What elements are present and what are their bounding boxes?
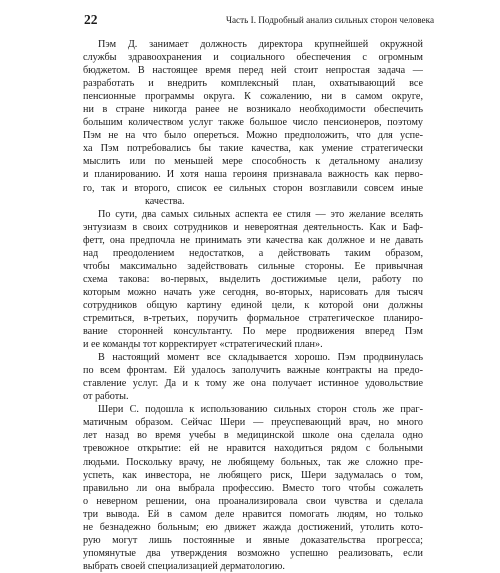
paragraph (83, 351, 423, 403)
text-line: рую могут лишь постоянные и явные доказательства прогресса; (83, 534, 423, 546)
text-line: о неверном решении, она проанализировала свои чувства и сделала (83, 495, 423, 507)
page-header (84, 12, 435, 28)
text-line: стремиться, в-третьих, поручить формальное стратегическое планиро- (83, 312, 423, 324)
text-line: вание сторонней консультанту. По мере продвижения вперед Пэм (83, 326, 423, 338)
paragraph (83, 38, 423, 208)
text-line: чтобы максимально задействовать сильные стороны. Ее привычная (83, 260, 423, 272)
text-line: и ее команды тот корректирует «стратегический план». (83, 339, 323, 351)
text-line: схема такова: во-первых, выделить достижимые цели, работу по (83, 273, 423, 285)
text-line: Шери С. подошла к использованию сильных сторон столь же праг- (98, 404, 423, 416)
text-line: большим количеством услуг также большое число пенсионеров, поэтому (83, 117, 423, 129)
text-line: Пэм не на что было опереться. Можно предположить, что для успе- (83, 130, 423, 142)
text-line: и планированию. И хотя наша героиня признавала важность как перво- (83, 169, 423, 181)
text-line: Пэм Д. занимает должность директора крупнейшей окружной (98, 39, 423, 50)
paragraph (83, 403, 423, 573)
text-line: службы здравоохранения и социального обеспечения с огромным (83, 52, 423, 64)
text-line: успеть, как инвестора, не любящего риск, Шери задумалась о том, (83, 469, 423, 481)
text-line: матичным образом. Сейчас Шери — преуспевающий врач, но много (83, 417, 423, 429)
text-line: которым можно начать уже сегодня, во-вторых, нарисовать для тысяч (83, 286, 423, 298)
body-text (83, 38, 423, 573)
text-line: над преодолением недостатков, а действовать таким образом, (83, 247, 423, 259)
text-line: не безнадежно больным; ею движет жажда достижений, утолить кото- (83, 521, 423, 533)
paragraph (83, 208, 423, 352)
text-line: по всем фронтам. Ей удалось заполучить важные контракты на предо- (83, 365, 423, 377)
text-line: го, так и второго, список ее сильных сторон возглавили совсем иные (83, 182, 423, 194)
text-line: лет назад во время учебы в медицинской школе она сделала одно (83, 430, 423, 442)
text-line: мыслить или по меньшей мере способность к детальному анализу (83, 156, 423, 168)
text-line: сотрудников общую картину единой цели, к которой они должны (83, 299, 423, 311)
text-line: фетт, она предпочла не принимать эти качества как должное и не давать (83, 234, 423, 246)
text-line: упомянутые два утверждения возможно успешно реализовать, если (83, 547, 423, 559)
text-line: правильно ли она выбрала профессию. Вместо того чтобы сожалеть (83, 482, 423, 494)
text-line: бюджетом. В настоящее время перед ней стоит непростая задача — (83, 65, 423, 77)
text-line: По сути, два самых сильных аспекта ее стиля — это желание вселять (98, 208, 423, 220)
text-line: выбрать своей специализацией дерматологию. (83, 560, 285, 572)
text-line: три вывода. Ей в самом деле нравится помогать людям, но только (83, 508, 423, 520)
text-line: ни в стране никогда ранее не возникало необходимости обеспечить (83, 104, 423, 116)
text-line: разработать и внедрить комплексный план, охватывающий все (83, 78, 423, 90)
page-number: 22 (84, 12, 98, 27)
text-line: от работы. (83, 391, 129, 403)
text-line: качества. (145, 195, 185, 207)
text-line: людьми. Поскольку врачу, не любящему больных, так же сложно пре- (83, 456, 423, 468)
text-line: ха Пэм потребовались бы такие качества, как умение стратегически (83, 143, 423, 155)
text-line: ставление услуг. Да и к тому же она получает истинное удовольствие (83, 378, 423, 390)
text-line: энтузиазм в своих сотрудников и невероятная деятельность. Как и Баф- (83, 221, 423, 233)
text-line: В настоящий момент все складывается хорошо. Пэм продвинулась (98, 352, 423, 364)
text-line: пенсионные программы округа. К сожалению, ни в самом округе, (83, 91, 423, 103)
running-head: Часть I. Подробный анализ сильных сторон человека (226, 15, 435, 25)
text-line: тревожное открытие: ей не нравится находиться рядом с больными (83, 443, 423, 455)
